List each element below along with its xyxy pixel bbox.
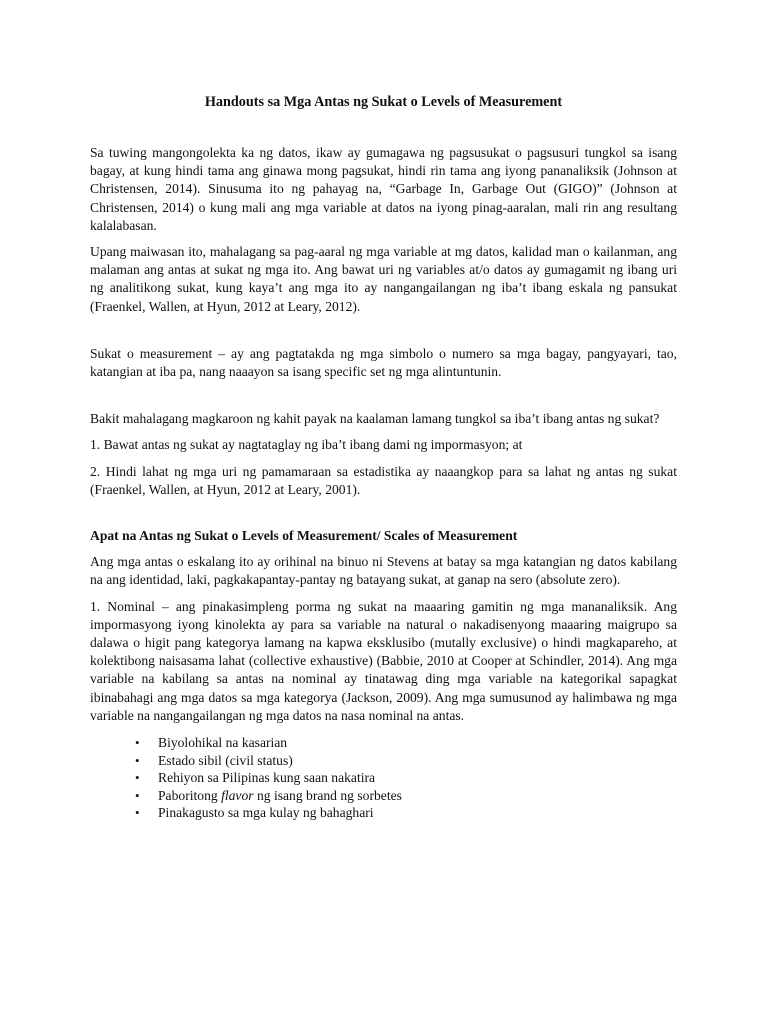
list-item-text: Estado sibil (civil status) [158, 752, 293, 768]
list-item-text-start: Paboritong [158, 787, 222, 803]
bullet-icon: • [135, 752, 140, 768]
list-item [90, 769, 677, 787]
bullet-icon: • [135, 787, 140, 803]
paragraph-definition: Sukat o measurement – ay ang pagtatakda ng mga simbolo o numero sa mga bagay, pangyayari, tao, katangian at iba pa, nang naaayon sa isang specific set ng mga alintuntunin. [90, 345, 677, 380]
list-item-text: Pinakagusto sa mga kulay ng bahaghari [158, 805, 374, 821]
list-item [90, 804, 677, 822]
section-heading: Apat na Antas ng Sukat o Levels of Measurement/ Scales of Measurement [90, 528, 518, 544]
paragraph-question: Bakit mahalagang magkaroon ng kahit payak na kaalaman lamang tungkol sa iba’t ibang antas ng sukat? [90, 411, 660, 427]
paragraph-stevens: Ang mga antas o eskalang ito ay orihinal na binuo ni Stevens at batay sa mga katangian ng datos kabilang na ang identidad, laki, pagkakapantay-pantay ng batayang sukat, at ganap na sero (absolute zero). [90, 554, 677, 588]
paragraph-nominal: 1. Nominal – ang pinakasimpleng porma ng sukat na maaaring gamitin ng mga mananaliksik. Ang impormasyong iyong kinolekta ay para sa variable na natural o nakadisenyong maaaring maigrupo sa dalawa o higit pang kategorya lamang na kapwa eksklusibo (mutally exclusive) o hindi magkapareho, at kolektibong naisasama lahat (collective exhaustive) (Babbie, 2010 at Cooper at Schindler, 2014). Ang mga variable na kabilang sa antas na nominal ay tinatawag ding mga variable na kategorikal sapagkat ibinabahagi ang mga datos sa mga kategorya (Jackson, 2009). Ang mga sumusunod ay halimbawa ng mga variable na nangangailangan ng mga datos na nasa nominal na antas. [90, 598, 677, 723]
bullet-icon: • [135, 770, 140, 786]
bullet-icon: • [135, 805, 140, 821]
list-item-text-end: ng isang brand ng sorbetes [253, 787, 402, 803]
document-title: Handouts sa Mga Antas ng Sukat o Levels of Measurement [204, 94, 563, 110]
list-item [90, 752, 677, 770]
list-item [90, 734, 677, 752]
list-item-text: Biyolohikal na kasarian [158, 735, 288, 751]
bullet-icon: • [135, 735, 140, 751]
nominal-examples-list [90, 734, 677, 822]
paragraph-avoidance: Upang maiwasan ito, mahalagang sa pag-aaral ng mga variable at mg datos, kalidad man o kailanman, ang malaman ang antas at sukat ng mga ito. Ang bawat uri ng variables at/o datos ay gumagamit ng ibang uri ng analitikong sukat, kung kaya’t ang mga ito ay nangangailangan ng iba’t ibang eskala ng pansukat (Fraenkel, Wallen, at Hyun, 2012 at Leary, 2012). [90, 244, 677, 314]
list-item-text: Rehiyon sa Pilipinas kung saan nakatira [158, 770, 376, 786]
paragraph-reason-2: 2. Hindi lahat ng mga uri ng pamamaraan sa estadistika ay naaangkop para sa lahat ng antas ng sukat (Fraenkel, Wallen, at Hyun, 2012 at Leary, 2001). [90, 463, 677, 497]
paragraph-intro: Sa tuwing mangongolekta ka ng datos, ikaw ay gumagawa ng pagsusukat o pagsusuri tungkol sa isang bagay, at kung hindi tama ang ginawa mong pagsukat, hindi rin tama ang iyong pananaliksik (Johnson at Christensen, 2014). Sinusuma ito ng pahayag na, “Garbage In, Garbage Out (GIGO)” (Johnson at Christensen, 2014) o kung mali ang mga variable at datos na iyong pinag-aaralan, mali rin ang resultang kalalabasan. [90, 145, 677, 233]
paragraph-reason-1: 1. Bawat antas ng sukat ay nagtataglay ng iba’t ibang dami ng impormasyon; at [90, 437, 523, 453]
list-item [90, 787, 677, 805]
document-page [90, 93, 677, 822]
list-item-italic-word: flavor [221, 787, 254, 803]
